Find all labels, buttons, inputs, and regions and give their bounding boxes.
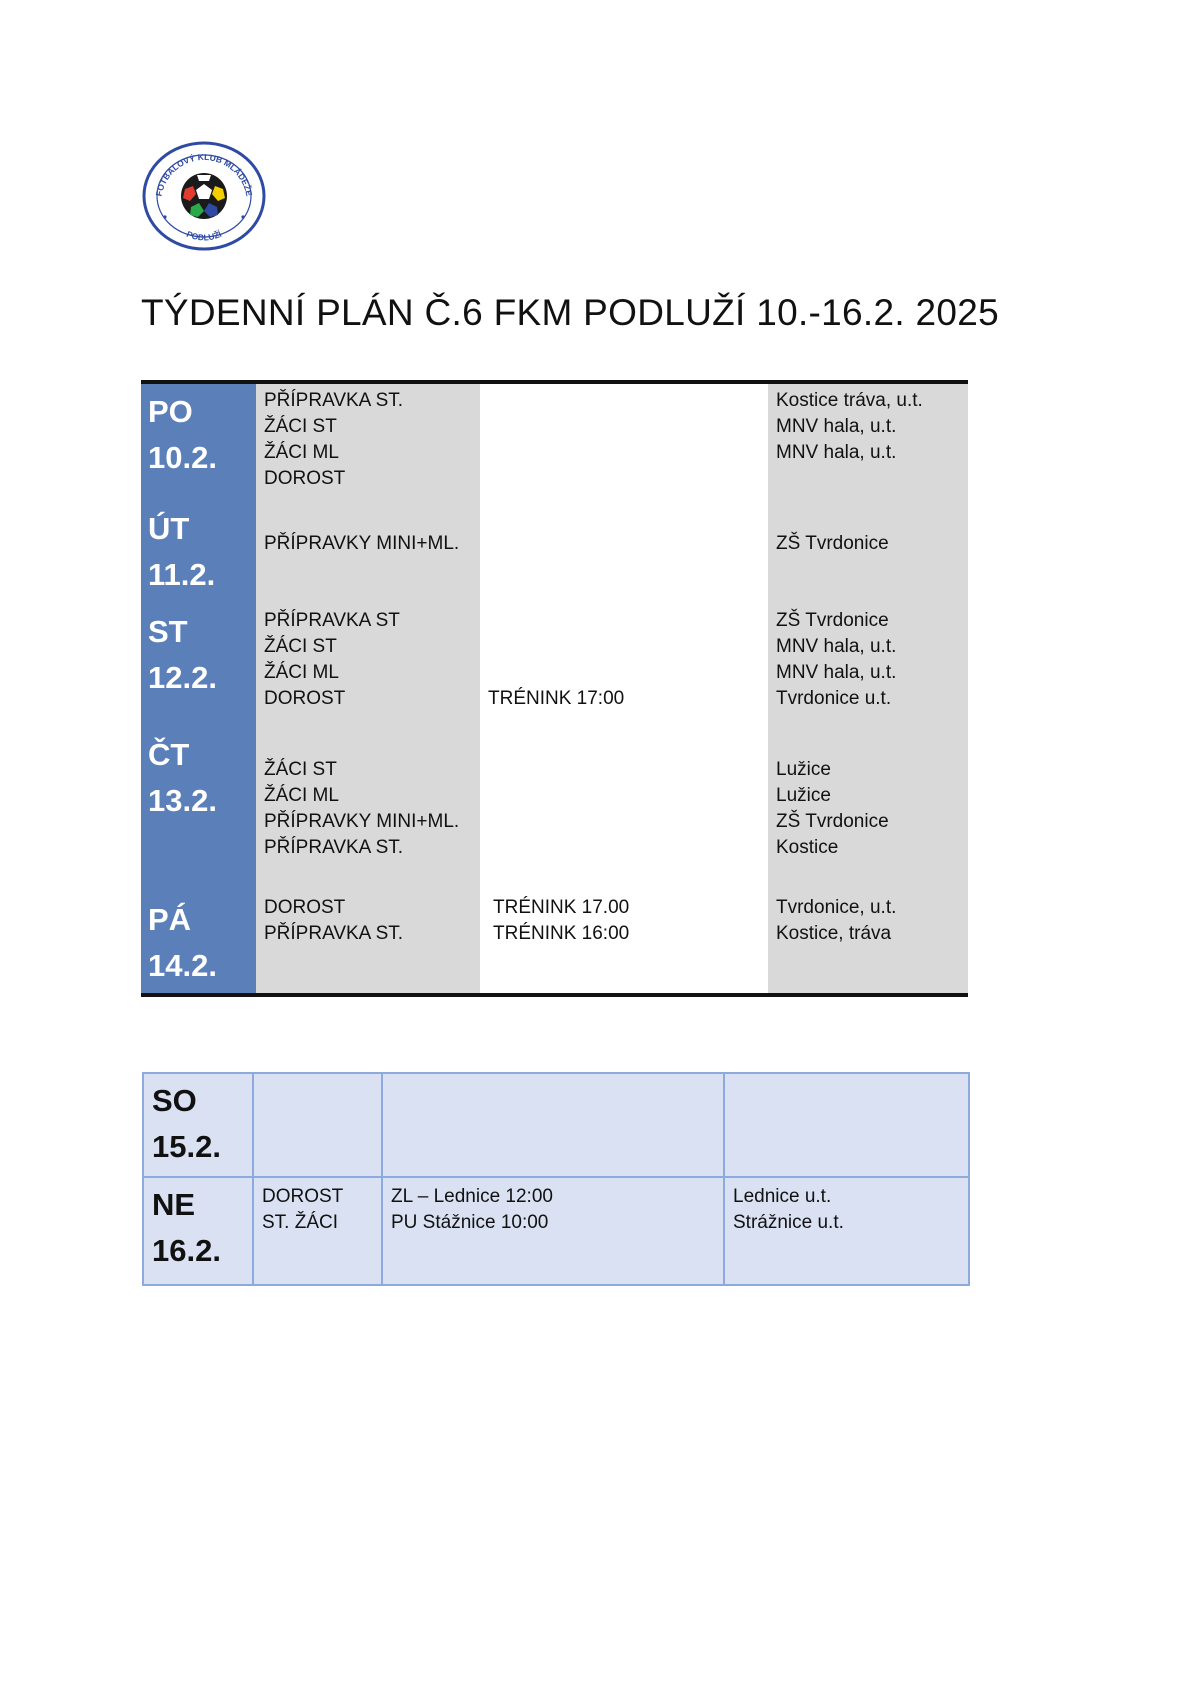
time-cell bbox=[480, 727, 768, 893]
place-cell bbox=[724, 1073, 969, 1177]
day-cell bbox=[143, 1177, 253, 1285]
day-name: PO bbox=[148, 394, 193, 429]
place-cell bbox=[724, 1177, 969, 1285]
team-label: DOROST bbox=[264, 897, 346, 918]
teams-cell bbox=[256, 604, 480, 727]
day-name: SO bbox=[152, 1083, 197, 1118]
training-time: TRÉNINK 16:00 bbox=[493, 923, 630, 944]
place-label: MNV hala, u.t. bbox=[776, 662, 897, 683]
team-label: ŽÁCI ML bbox=[264, 662, 339, 683]
team-label: ŽÁCI ST bbox=[264, 759, 337, 780]
day-date: 10.2. bbox=[148, 440, 217, 475]
day-date: 16.2. bbox=[152, 1233, 221, 1268]
schedule-row-wednesday bbox=[141, 604, 968, 727]
place-label: MNV hala, u.t. bbox=[776, 442, 897, 463]
team-label: PŘÍPRAVKY MINI+ML. bbox=[264, 533, 460, 554]
schedule-row-monday bbox=[141, 384, 968, 501]
schedule-row-saturday bbox=[143, 1073, 969, 1177]
team-label: DOROST bbox=[264, 468, 346, 489]
team-label: PŘÍPRAVKA ST. bbox=[264, 390, 404, 411]
day-name: ČT bbox=[148, 737, 190, 772]
team-label: PŘÍPRAVKA ST. bbox=[264, 923, 404, 944]
place-label: Lužice bbox=[776, 759, 831, 780]
day-cell bbox=[141, 501, 256, 604]
team-label: ST. ŽÁCI bbox=[262, 1212, 339, 1233]
place-cell bbox=[768, 893, 968, 993]
team-label: PŘÍPRAVKA ST. bbox=[264, 837, 404, 858]
time-cell bbox=[480, 604, 768, 727]
weekday-schedule-table bbox=[141, 380, 968, 997]
place-label: Strážnice u.t. bbox=[733, 1212, 844, 1233]
teams-cell bbox=[256, 893, 480, 993]
training-time: TRÉNINK 17:00 bbox=[488, 688, 625, 709]
logo-text-bottom: PODLUŽÍ bbox=[185, 228, 223, 243]
day-date: 11.2. bbox=[148, 557, 216, 592]
place-label: MNV hala, u.t. bbox=[776, 636, 897, 657]
team-label: DOROST bbox=[264, 688, 346, 709]
teams-cell bbox=[253, 1177, 382, 1285]
match-label: PU Stážnice 10:00 bbox=[391, 1212, 549, 1233]
logo-text-top: FOTBALOVÝ KLUB MLÁDEŽE bbox=[153, 151, 255, 198]
day-name: ÚT bbox=[148, 511, 190, 546]
day-cell bbox=[141, 384, 256, 501]
place-label: ZŠ Tvrdonice bbox=[776, 533, 889, 554]
day-cell bbox=[143, 1073, 253, 1177]
day-name: ST bbox=[148, 614, 188, 649]
place-label: Tvrdonice, u.t. bbox=[776, 897, 897, 918]
day-date: 14.2. bbox=[148, 948, 217, 983]
teams-cell bbox=[256, 501, 480, 604]
place-cell bbox=[768, 384, 968, 501]
club-logo bbox=[141, 141, 267, 251]
time-cell bbox=[480, 501, 768, 604]
team-label: ŽÁCI ML bbox=[264, 785, 339, 806]
teams-cell bbox=[256, 384, 480, 501]
place-cell bbox=[768, 501, 968, 604]
place-label: Kostice, tráva bbox=[776, 923, 892, 944]
time-cell bbox=[480, 893, 768, 993]
day-cell bbox=[141, 727, 256, 893]
place-label: ZŠ Tvrdonice bbox=[776, 610, 889, 631]
place-cell bbox=[768, 604, 968, 727]
day-cell bbox=[141, 893, 256, 993]
schedule-row-friday bbox=[141, 893, 968, 993]
day-name: PÁ bbox=[148, 902, 192, 937]
place-label: ZŠ Tvrdonice bbox=[776, 811, 889, 832]
place-label: Kostice bbox=[776, 837, 839, 858]
schedule-row-thursday bbox=[141, 727, 968, 893]
day-name: NE bbox=[152, 1187, 196, 1222]
place-label: Kostice tráva, u.t. bbox=[776, 390, 923, 411]
schedule-row-tuesday bbox=[141, 501, 968, 604]
team-label: PŘÍPRAVKY MINI+ML. bbox=[264, 811, 460, 832]
place-label: Lužice bbox=[776, 785, 831, 806]
place-label: MNV hala, u.t. bbox=[776, 416, 897, 437]
team-label: ŽÁCI ST bbox=[264, 636, 337, 657]
team-label: ŽÁCI ST bbox=[264, 416, 337, 437]
schedule-row-sunday bbox=[143, 1177, 969, 1285]
time-cell bbox=[480, 384, 768, 501]
page-title: TÝDENNÍ PLÁN Č.6 FKM PODLUŽÍ 10.-16.2. 2025 bbox=[141, 292, 1000, 333]
ball-icon bbox=[181, 173, 227, 219]
day-date: 13.2. bbox=[148, 783, 217, 818]
day-date: 15.2. bbox=[152, 1129, 221, 1164]
training-time: TRÉNINK 17.00 bbox=[493, 897, 630, 918]
place-cell bbox=[768, 727, 968, 893]
match-cell bbox=[382, 1073, 724, 1177]
team-label: ŽÁCI ML bbox=[264, 442, 339, 463]
place-label: Tvrdonice u.t. bbox=[776, 688, 892, 709]
match-label: ZL – Lednice 12:00 bbox=[391, 1186, 553, 1207]
weekend-schedule-table bbox=[142, 1072, 970, 1286]
teams-cell bbox=[253, 1073, 382, 1177]
day-cell bbox=[141, 604, 256, 727]
team-label: DOROST bbox=[262, 1186, 344, 1207]
day-date: 12.2. bbox=[148, 660, 217, 695]
team-label: PŘÍPRAVKA ST bbox=[264, 610, 400, 631]
teams-cell bbox=[256, 727, 480, 893]
match-cell bbox=[382, 1177, 724, 1285]
place-label: Lednice u.t. bbox=[733, 1186, 832, 1207]
